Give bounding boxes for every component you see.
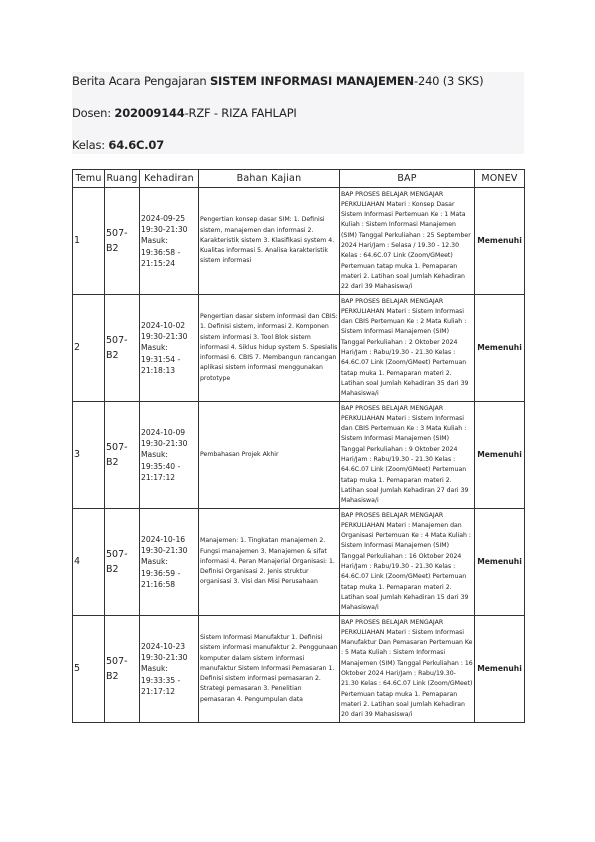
course-suffix: -240 (3 SKS) — [414, 74, 484, 88]
col-header-room: Ruang — [105, 170, 140, 188]
session-date: 2024-09-25 — [141, 213, 186, 223]
table-header-row — [73, 170, 525, 188]
monev-status: Memenuhi — [475, 402, 525, 509]
session-date: 2024-10-23 — [141, 641, 186, 651]
check-in-time: 19:35:40 - 21:17:12 — [141, 461, 181, 482]
session-date: 2024-10-02 — [141, 320, 186, 330]
table-row — [73, 402, 525, 509]
check-in-label: Masuk: — [141, 664, 168, 674]
session-time: 19:30-21:30 — [141, 546, 188, 556]
session-time: 19:30-21:30 — [141, 332, 188, 342]
document-header — [72, 72, 524, 154]
class-code: 64.6C.07 — [108, 138, 165, 152]
check-in-time: 19:31:54 - 21:18:13 — [141, 354, 181, 375]
room-cell: 507-B2 — [105, 188, 140, 295]
col-header-material: Bahan Kajian — [199, 170, 340, 188]
material-cell: Manajemen: 1. Tingkatan manajemen 2. Fungsi manajemen 3. Manajemen & sifat informasi 4. Peran Manajerial Organisasi: 1. Definisi Organisasi 2. Jenis struktur organisasi 3. Visi dan Misi Perusahaan — [199, 509, 340, 616]
class-line — [72, 138, 164, 152]
attendance-cell — [140, 295, 199, 402]
col-header-bap: BAP — [340, 170, 475, 188]
teaching-report-table — [72, 169, 525, 723]
attendance-cell — [140, 616, 199, 723]
monev-status: Memenuhi — [475, 616, 525, 723]
material-cell: Pembahasan Projek Akhir — [199, 402, 340, 509]
material-cell: Pengertian konsep dasar SIM: 1. Definisi sistem, manajemen dan informasi 2. Karakteristik sistem 3. Klasifikasi system 4. Kualitas informasi 5. Analisa karakteristik sistem informasi — [199, 188, 340, 295]
check-in-label: Masuk: — [141, 450, 168, 460]
room-cell: 507-B2 — [105, 509, 140, 616]
monev-status: Memenuhi — [475, 509, 525, 616]
check-in-time: 19:36:59 - 21:16:58 — [141, 568, 181, 589]
course-name: SISTEM INFORMASI MANAJEMEN — [209, 74, 414, 88]
bap-cell: BAP PROSES BELAJAR MENGAJAR PERKULIAHAN Materi : Sistem Informasi dan CBIS Pertemuan Ke : 2 Mata Kuliah : Sistem Informasi Manajemen (SIM) Tanggal Perkuliahan : 2 Oktober 2024 Hari/Jam : Rabu/19.30 - 21.30 Kelas : 64.6C.07 Link (Zoom/GMeet) Pertemuan tatap muka 1. Pemaparan materi 2. Latihan soal Jumlah Kehadiran 35 dari 39 Mahasiswa/i — [340, 295, 475, 402]
col-header-meeting: Temu — [73, 170, 105, 188]
attendance-cell — [140, 188, 199, 295]
table-row — [73, 295, 525, 402]
course-title-line — [72, 74, 483, 88]
check-in-label: Masuk: — [141, 343, 168, 353]
meeting-number: 1 — [73, 188, 105, 295]
material-cell: Sistem Informasi Manufaktur 1. Definisi sistem informasi manufaktur 2. Penggunaan komputer dalam sistem informasi manufaktur Sistem Informasi Pemasaran 1. Definisi sistem informasi pemasaran 2. Strategi pemasaran 3. Penelitian pemasaran 4. Pengumpulan data — [199, 616, 340, 723]
session-date: 2024-10-16 — [141, 534, 186, 544]
col-header-monev: MONEV — [475, 170, 525, 188]
room-cell: 507-B2 — [105, 295, 140, 402]
lecturer-id: 202009144 — [114, 106, 185, 120]
session-time: 19:30-21:30 — [141, 439, 188, 449]
session-date: 2024-10-09 — [141, 427, 186, 437]
check-in-time: 19:33:35 - 21:17:12 — [141, 675, 181, 696]
table-row — [73, 509, 525, 616]
bap-cell: BAP PROSES BELAJAR MENGAJAR PERKULIAHAN Materi : Manajemen dan Organisasi Pertemuan Ke : 4 Mata Kuliah : Sistem Informasi Manajemen (SIM) Tanggal Perkuliahan : 16 Oktober 2024 Hari/Jam : Rabu/19.30 - 21.30 Kelas : 64.6C.07 Link (Zoom/GMeet) Pertemuan tatap muka 1. Pemaparan materi 2. Latihan soal Jumlah Kehadiran 15 dari 39 Mahasiswa/i — [340, 509, 475, 616]
attendance-cell — [140, 509, 199, 616]
session-time: 19:30-21:30 — [141, 225, 188, 235]
bap-cell: BAP PROSES BELAJAR MENGAJAR PERKULIAHAN Materi : Sistem Informasi dan CBIS Pertemuan Ke : 3 Mata Kuliah : Sistem Informasi Manajemen (SIM) Tanggal Perkuliahan : 9 Oktober 2024 Hari/Jam : Rabu/19.30 - 21.30 Kelas : 64.6C.07 Link (Zoom/GMeet) Pertemuan tatap muka 1. Pemaparan materi 2. Latihan soal Jumlah Kehadiran 27 dari 39 Mahasiswa/i — [340, 402, 475, 509]
lecturer-name: -RZF - RIZA FAHLAPI — [184, 106, 297, 120]
table-row — [73, 188, 525, 295]
meeting-number: 4 — [73, 509, 105, 616]
lecturer-label: Dosen: — [72, 106, 115, 120]
attendance-cell — [140, 402, 199, 509]
check-in-label: Masuk: — [141, 557, 168, 567]
session-time: 19:30-21:30 — [141, 653, 188, 663]
check-in-label: Masuk: — [141, 236, 168, 246]
material-cell: Pengertian dasar sistem informasi dan CBIS: 1. Definisi sistem, informasi 2. Komponen sistem informasi 3. Tool Blok sistem informasi 4. Siklus hidup system 5. Spesialis informasi 6. CBIS 7. Membangun rancangan aplikasi sistem informasi menggunakan prototype — [199, 295, 340, 402]
check-in-time: 19:36:58 - 21:15:24 — [141, 247, 181, 268]
col-header-attendance: Kehadiran — [140, 170, 199, 188]
bap-cell: BAP PROSES BELAJAR MENGAJAR PERKULIAHAN Materi : Konsep Dasar Sistem Informasi Pertemuan Ke : 1 Mata Kuliah : Sistem Informasi Manajemen (SIM) Tanggal Perkuliahan : 25 September 2024 Hari/Jam : Selasa / 19.30 - 12.30 Kelas : 64.6C.07 Link (Zoom/GMeet) Pertemuan tatap muka 1. Pemaparan materi 2. Latihan soal Jumlah Kehadiran 22 dari 39 Mahasiswa/i — [340, 188, 475, 295]
meeting-number: 2 — [73, 295, 105, 402]
monev-status: Memenuhi — [475, 188, 525, 295]
meeting-number: 3 — [73, 402, 105, 509]
room-cell: 507-B2 — [105, 402, 140, 509]
meeting-number: 5 — [73, 616, 105, 723]
lecturer-line — [72, 106, 297, 120]
bap-cell: BAP PROSES BELAJAR MENGAJAR PERKULIAHAN Materi : Sistem Informasi Manufaktur Dan Pemasaran Pertemuan Ke : 5 Mata Kuliah : Sistem Informasi Manajemen (SIM) Tanggal Perkuliahan : 16 Oktober 2024 Hari/Jam : Rabu/19.30-21.30 Kelas : 64.6C.07 Link (Zoom/GMeet) Pertemuan tatap muka 1. Pemaparan materi 2. Latihan soal Jumlah Kehadiran 20 dari 39 Mahasiswa/i — [340, 616, 475, 723]
monev-status: Memenuhi — [475, 295, 525, 402]
title-prefix: Berita Acara Pengajaran — [72, 74, 210, 88]
table-row — [73, 616, 525, 723]
room-cell: 507-B2 — [105, 616, 140, 723]
class-label: Kelas: — [72, 138, 109, 152]
